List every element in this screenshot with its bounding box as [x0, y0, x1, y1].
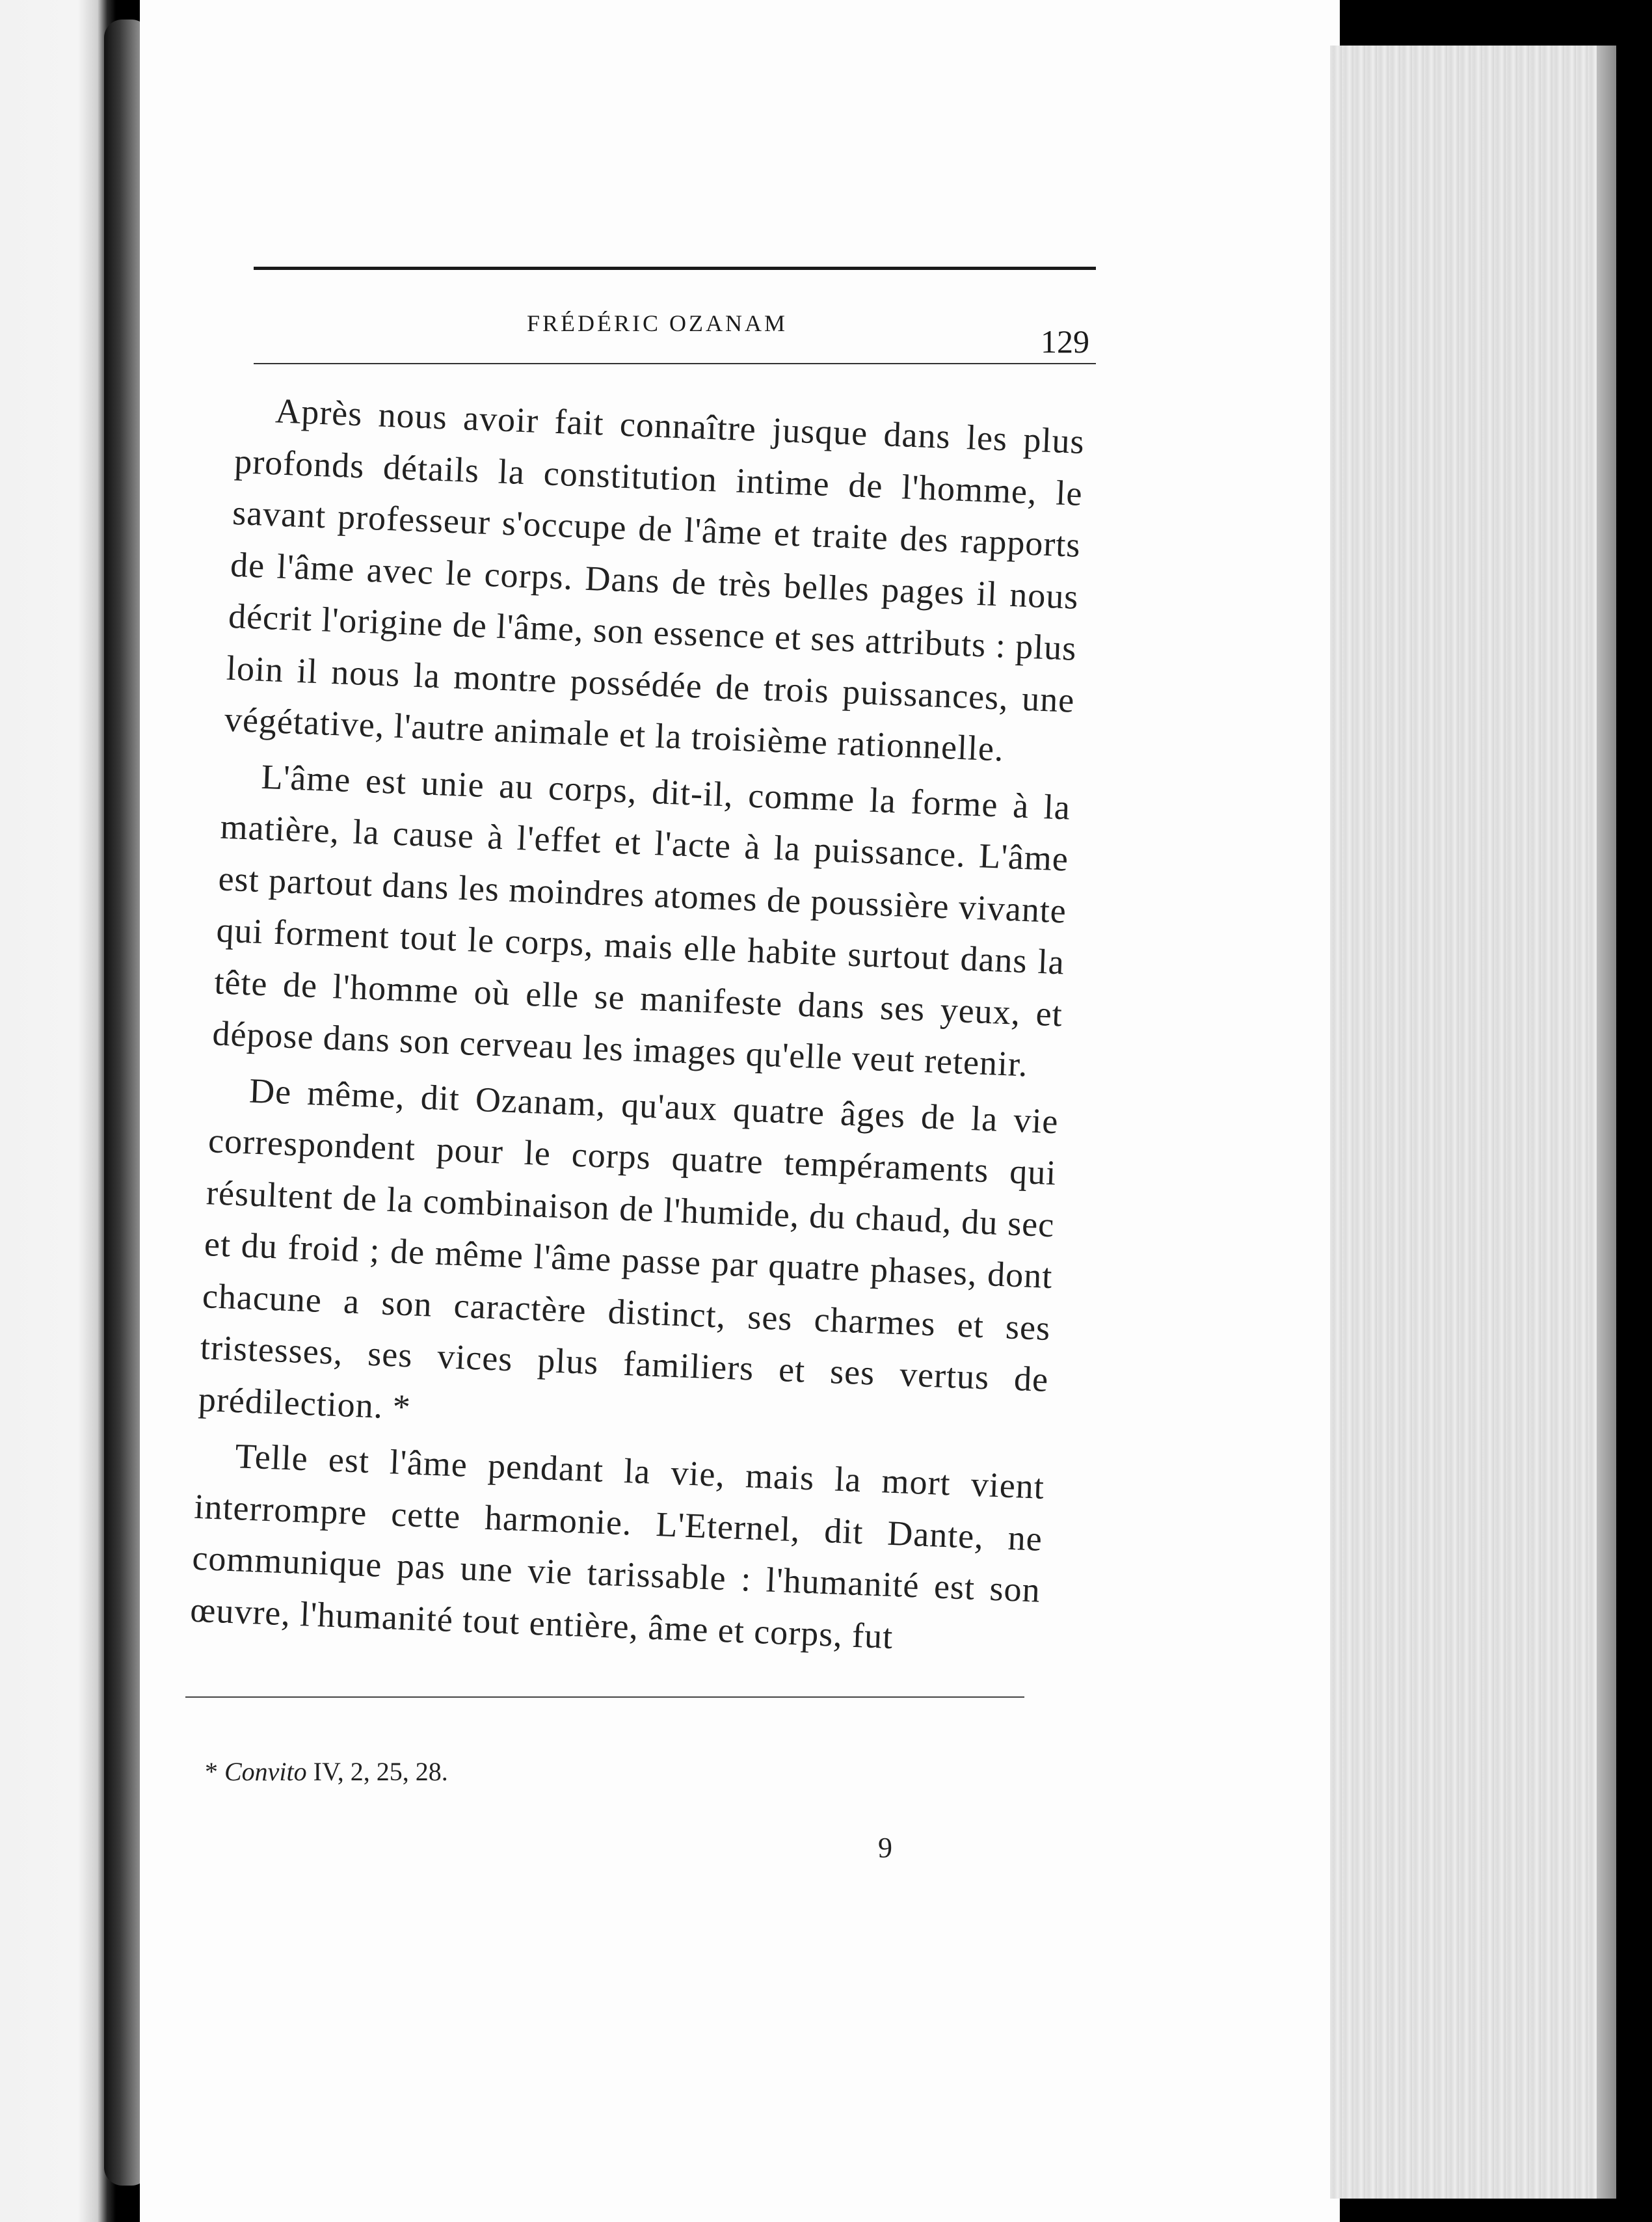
footnote-rule	[185, 1696, 1024, 1698]
running-title: FRÉDÉRIC OZANAM	[527, 310, 788, 336]
header-rule-top	[254, 267, 1096, 270]
running-head	[254, 267, 1096, 390]
paragraph: L'âme est unie au corps, dit-il, comme la forme à la matière, la cause à l'effet et l'acte à la puissance. L'âme est partout dans les moindres atomes de poussière vivante qui forment tout le corps, mais elle habite surtout dans la tête de l'homme où elle se manifeste dans ses yeux, et dépose dans son cerveau les images qu'elle veut retenir.	[211, 756, 1072, 1084]
signature-mark: 9	[878, 1832, 892, 1864]
paragraph: Telle est l'âme pendant la vie, mais la mort vient interrompre cette harmonie. L'Eternel, dit Dante, ne communique pas une vie tarissable : l'humanité est son œuvre, l'humanité tout entière, âme et corps, fut	[189, 1436, 1045, 1656]
footnote	[205, 1756, 448, 1787]
footnote-marker: *	[205, 1757, 224, 1786]
footnote-work-title: Convito	[224, 1757, 307, 1786]
footnote-reference: IV, 2, 25, 28.	[306, 1757, 448, 1786]
paragraph: De même, dit Ozanam, qu'aux quatre âges de la vie correspondent pour le corps quatre tempéraments qui résultent de la combinaison de l'humide, du chaud, du sec et du froid ; de même l'âme passe par quatre phases, dont chacune a son caractère distinct, ses charmes et ses tristesses, ses vices plus familiers et ses vertus de prédilection. *	[197, 1071, 1059, 1426]
header-rule-bottom	[254, 363, 1096, 364]
paragraph: Après nous avoir fait connaître jusque dans les plus profonds détails la constitution intime de l'homme, le savant professeur s'occupe de l'âme et traite des rapports de l'âme avec le corps. Dans de très belles pages il nous décrit l'origine de l'âme, son essence et ses attributs : plus loin il nous la montre possédée de trois puissances, une végétative, l'autre animale et la troisième rationnelle.	[224, 391, 1086, 769]
previous-page-edge	[0, 0, 116, 2222]
body-text	[189, 384, 1086, 1672]
page-number: 129	[1041, 323, 1089, 360]
page-block-edges	[1330, 46, 1616, 2199]
